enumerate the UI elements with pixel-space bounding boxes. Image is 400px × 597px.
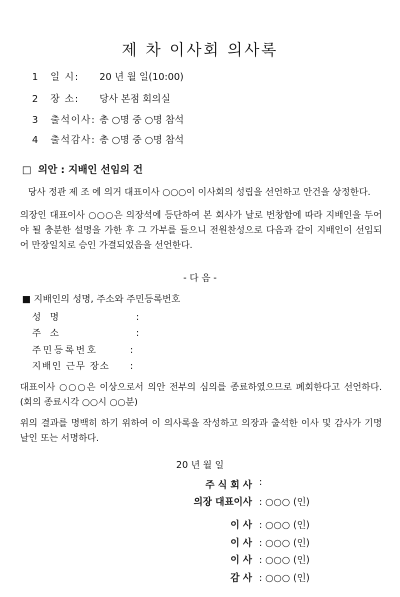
field-label: 주민등록번호: [32, 345, 98, 356]
meta-value: 20 년 월 일(10:00): [99, 72, 184, 83]
field-colon: :: [130, 345, 136, 356]
signature-colon: [259, 517, 310, 531]
intro-text: 당사 정관 제 조 에 의거 대표이사 ○○○이 이사회의 성립을 선언하고 안건을 상정한다.: [28, 188, 371, 198]
body-text: 의장인 대표이사 ○○○은 의장석에 등단하여 본 회사가 날로 번창함에 따라 지배인을 두어야 될 충분한 설명을 가한 후 그 가부를 들으니 전원찬성으로 다음과 같이 지배인이 선임되어 만장일치로 승인 가결되었음을 선언한다.: [20, 211, 382, 252]
agenda-heading: [22, 161, 143, 176]
signature-value: ○○○ (인): [265, 538, 310, 549]
colon: :: [259, 573, 263, 584]
meta-number: 2: [32, 94, 39, 105]
body-paragraph: [20, 209, 382, 255]
signature-colon: [259, 535, 310, 549]
meta-row-auditors: [32, 132, 184, 146]
field-work-place: [32, 358, 134, 372]
attest-paragraph: [20, 417, 382, 447]
meta-row-place: [32, 91, 170, 105]
list-heading: ■ 지배인의 성명, 주소와 주민등록번호: [22, 294, 181, 305]
meta-row-date: [32, 69, 184, 83]
agenda-text: 의안 : 지배인 선임의 건: [37, 165, 143, 176]
signature-director-label: 이 사: [230, 520, 252, 531]
colon: :: [259, 520, 263, 531]
field-colon: :: [136, 328, 143, 339]
signature-chair-label: 의장 대표이사: [193, 497, 252, 508]
field-label: 성 명: [32, 312, 62, 323]
checkbox-icon: □: [22, 165, 32, 176]
meta-number: 1: [32, 72, 39, 83]
signature-auditor-label: 감 사: [230, 573, 252, 584]
signature-director-label: 이 사: [230, 555, 252, 566]
signature-value: ○○○ (인): [265, 573, 310, 584]
closing-text: 대표이사 ○○○은 이상으로서 의안 전부의 심의를 종료하였으므로 폐회한다고 선언하다. (회의 종료시각 ○○시 ○○분): [20, 383, 382, 409]
document-title: 제 차 이사회 의사록: [121, 41, 279, 59]
meta-value: 당사 본점 회의실: [99, 94, 171, 105]
field-name: [32, 309, 142, 323]
field-label: 지배인 근무 장소: [32, 361, 110, 372]
meta-row-directors: [32, 112, 184, 126]
signature-colon: [259, 552, 310, 566]
signature-colon: [259, 570, 310, 584]
meta-value: 총 ○명 중 ○명 참석: [99, 115, 184, 126]
intro-paragraph: [20, 186, 382, 201]
field-colon: :: [136, 312, 143, 323]
field-id-number: [32, 342, 135, 356]
colon: :: [259, 538, 263, 549]
field-colon: :: [130, 361, 135, 372]
meta-number: 4: [32, 135, 39, 146]
meta-label: 출석이사:: [50, 115, 96, 126]
signature-colon: [259, 494, 310, 508]
closing-paragraph: [20, 381, 382, 411]
attest-text: 위의 결과를 명백히 하기 위하여 이 의사록을 작성하고 의장과 출석한 이사 및 감사가 기명날인 또는 서명하다.: [20, 419, 382, 445]
signature-value: ○○○ (인): [265, 555, 310, 566]
colon: :: [259, 555, 263, 566]
signature-value: ○○○ (인): [265, 497, 310, 508]
meta-label: 장 소:: [50, 94, 80, 105]
colon: :: [259, 497, 263, 508]
meta-label: 일 시:: [50, 72, 80, 83]
signature-colon: :: [259, 477, 263, 488]
meta-number: 3: [32, 115, 39, 126]
field-label: 주 소: [32, 328, 62, 339]
date-line: 20 년 월 일: [176, 460, 224, 471]
signature-value: ○○○ (인): [265, 520, 310, 531]
field-address: [32, 325, 142, 339]
signature-director-label: 이 사: [230, 538, 252, 549]
signature-company-label: 주 식 회 사: [205, 480, 252, 491]
meta-label: 출석감사:: [50, 135, 96, 146]
center-note: - 다 음 -: [183, 273, 217, 284]
meta-value: 총 ○명 중 ○명 참석: [99, 135, 184, 146]
